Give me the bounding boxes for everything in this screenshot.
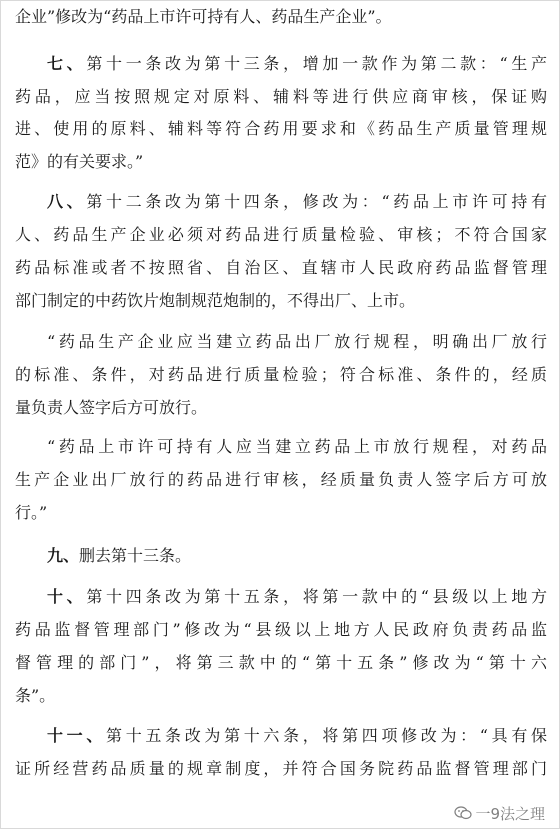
text-line: 量负责人签字后方可放行。 xyxy=(15,398,208,417)
text-line: 条”。 xyxy=(15,686,56,705)
article-heading-line: 八、第十二条改为第十四条，修改为：“药品上市许可持有 xyxy=(47,192,547,211)
text-line: 企业”修改为“药品上市许可持有人、药品生产企业”。 xyxy=(15,7,392,26)
watermark xyxy=(454,802,545,824)
text-line: “药品生产企业应当建立药品出厂放行规程，明确出厂放行 xyxy=(47,332,547,351)
text-line: 部门制定的中药饮片炮制规范炮制的，不得出厂、上市。 xyxy=(15,291,416,310)
text-line: 督管理的部门”，将第三款中的“第十五条”修改为“第十六 xyxy=(15,653,547,672)
article-number: 八、 xyxy=(47,192,87,211)
text-line: 生产企业出厂放行的药品进行审核，经质量负责人签字后方可放 xyxy=(15,470,547,489)
article-number: 九、 xyxy=(47,546,80,565)
watermark-text: 一9法之理 xyxy=(475,804,545,823)
text-line: 药品，应当按照规定对原料、辅料等进行供应商审核，保证购 xyxy=(15,87,547,106)
article-number: 十、 xyxy=(47,587,87,606)
text-line: 的标准、条件，对药品进行质量检验；符合标准、条件的，经质 xyxy=(15,365,547,384)
text-line: “药品上市许可持有人应当建立药品上市放行规程，对药品 xyxy=(47,437,547,456)
text-line: 人、药品生产企业必须对药品进行质量检验、审核；不符合国家 xyxy=(15,225,547,244)
text-line: 行。” xyxy=(15,503,48,522)
article-heading-line: 十一、第十五条改为第十六条，将第四项修改为：“具有保 xyxy=(47,726,547,745)
article-heading-line: 七、第十一条改为第十三条，增加一款作为第二款：“生产 xyxy=(47,54,547,73)
text-line: 药品监督管理部门”修改为“县级以上地方人民政府负责药品监 xyxy=(15,620,547,639)
wechat-icon xyxy=(454,806,472,820)
text-line: 药品标准或者不按照省、自治区、直辖市人民政府药品监督管理 xyxy=(15,258,547,277)
article-heading-line: 十、第十四条改为第十五条，将第一款中的“县级以上地方 xyxy=(47,587,547,606)
article-number: 七、 xyxy=(47,54,87,73)
article-number: 十一、 xyxy=(47,726,107,745)
text-line: 范》的有关要求。” xyxy=(15,152,144,171)
text-line: 进、使用的原料、辅料等符合药用要求和《药品生产质量管理规 xyxy=(15,119,547,138)
article-heading-line: 九、删去第十三条。 xyxy=(47,546,192,565)
text-line: 证所经营药品质量的规章制度，并符合国务院药品监督管理部门 xyxy=(15,759,547,778)
